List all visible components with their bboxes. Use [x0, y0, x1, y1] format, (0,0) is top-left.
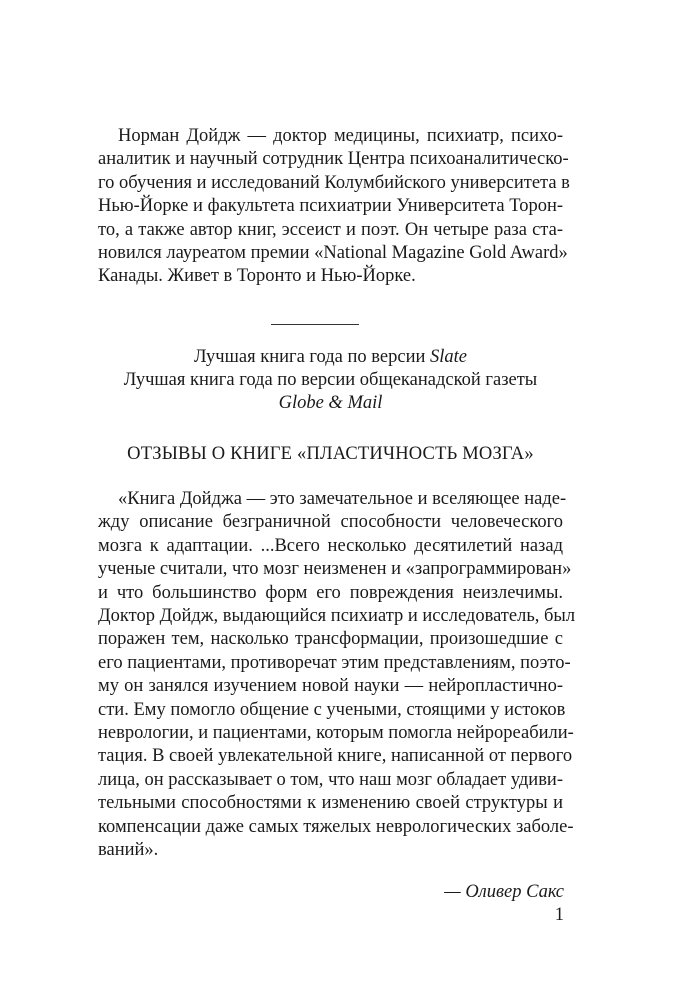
review-line: лица, он рассказывает о том, что наш мозг обладает удиви- — [98, 769, 563, 790]
award-line: Лучшая книга года по версии общеканадской газеты — [123, 370, 538, 391]
review-line: мозга к адаптации. ...Всего несколько десятилетий назад — [98, 535, 563, 556]
review-line: Доктор Дойдж, выдающийся психиатр и исследователь, был — [98, 606, 576, 627]
review-line: ученые считали, что мозг неизменен и «запрограммирован» — [98, 559, 572, 580]
page-number: 1 — [554, 905, 564, 925]
review-line: тация. В своей увлекательной книге, написанной от первого — [98, 746, 573, 767]
bio-line: аналитик и научный сотрудник Центра психоаналитическо- — [98, 149, 569, 170]
review-line: му он занялся изучением новой науки — нейропластично- — [98, 676, 563, 697]
review-line: его пациентами, противоречат этим представлениям, поэто- — [98, 652, 571, 673]
review-line: и что большинство форм его повреждения неизлечимы. — [98, 582, 563, 603]
bio-line: то, а также автор книг, эссеист и поэт. Он четыре раза ста- — [98, 219, 563, 240]
review-attribution: — Оливер Сакс — [444, 882, 564, 902]
review-quote — [98, 488, 576, 863]
review-line: сти. Ему помогло общение с учеными, стоящими у истоков — [98, 699, 566, 720]
review-line: компенсации даже самых тяжелых неврологических заболе- — [98, 816, 574, 837]
review-line: ваний». — [98, 840, 159, 861]
review-line: неврологии, и пациентами, которым помогла нейрореабили- — [98, 723, 574, 744]
award-line — [98, 346, 563, 369]
review-line: «Книга Дойджа — это замечательное и вселяющее наде- — [118, 489, 567, 509]
review-line: тельными способностями к изменению своей структуры и — [98, 793, 563, 814]
award-source-slate: Slate — [430, 347, 468, 367]
bio-line: новился лауреатом премии «National Magazine Gold Award» — [98, 243, 568, 264]
bio-line: Норман Дойдж — доктор медицины, психиатр, психо- — [118, 126, 563, 146]
reviews-heading: ОТЗЫВЫ О КНИГЕ «ПЛАСТИЧНОСТЬ МОЗГА» — [127, 444, 534, 464]
author-bio — [98, 125, 570, 289]
review-line: жду описание безграничной способности человеческого — [98, 512, 563, 533]
review-line: поражен тем, насколько трансформации, произошедшие с — [98, 629, 563, 650]
section-divider — [271, 324, 359, 325]
bio-line: го обучения и исследований Колумбийского университета в — [98, 172, 570, 193]
bio-line: Канады. Живет в Торонто и Нью-Йорке. — [98, 266, 416, 287]
award-line-text: Лучшая книга года по версии — [193, 347, 431, 367]
award-source-globe-mail: Globe & Mail — [278, 393, 383, 414]
award-line — [98, 392, 563, 415]
awards-block — [98, 346, 563, 416]
bio-line: Нью-Йорке и факультета психиатрии Университета Торон- — [98, 196, 563, 217]
